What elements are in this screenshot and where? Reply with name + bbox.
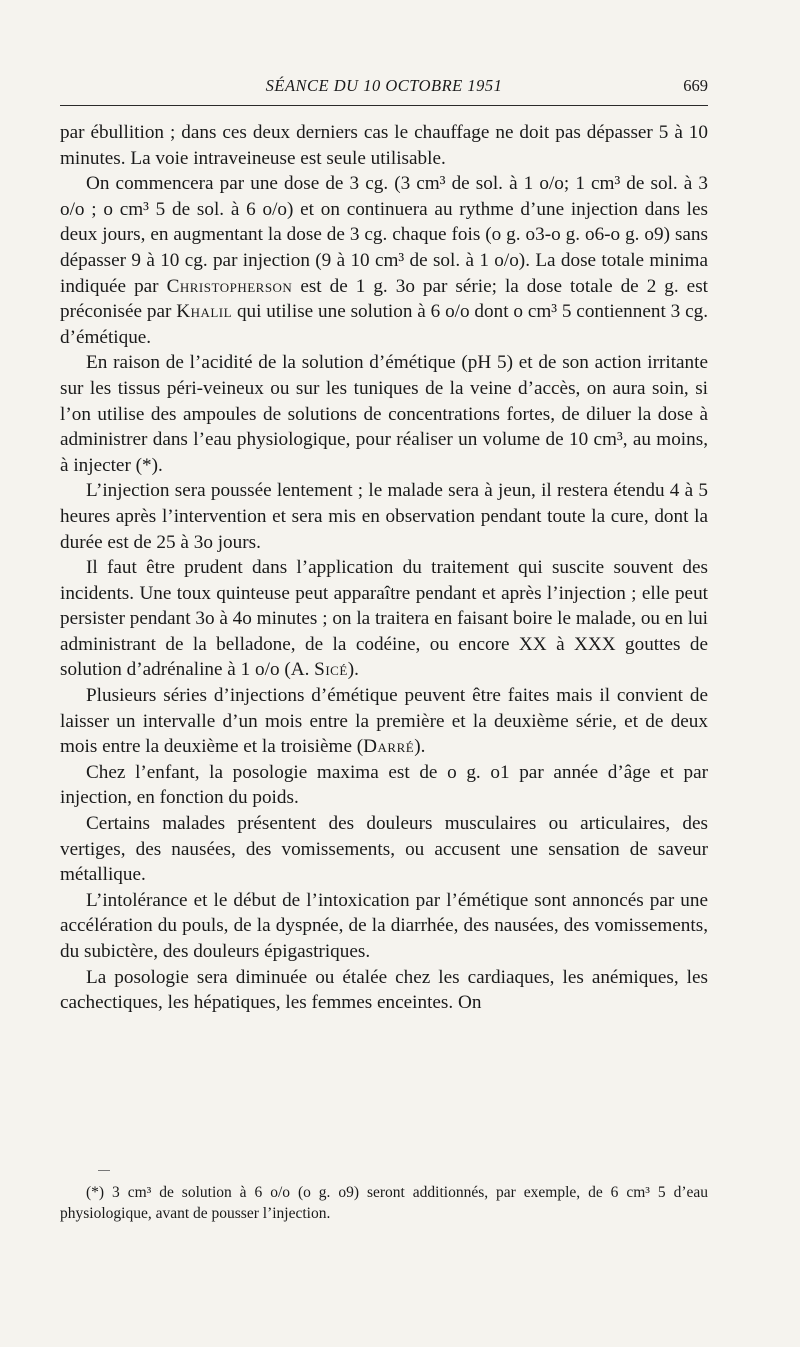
author-name: Khalil	[176, 301, 233, 323]
author-name: Christopherson	[166, 275, 293, 297]
paragraph	[60, 811, 708, 888]
text-run: Plusieurs séries d’injections d’émétique peuvent être faites mais il convient de laisser un intervalle d’un mois entre la première et la deuxième série, et de deux mois entre la deuxième et la troisième (	[60, 685, 708, 758]
paragraph	[60, 120, 708, 171]
text-run: L’intolérance et le début de l’intoxication par l’émétique sont annoncés par une accélération du pouls, de la dyspnée, de la diarrhée, des nausées, des vomissements, du subictère, des douleurs épigastriques.	[60, 889, 708, 962]
paragraph	[60, 760, 708, 811]
text-run: On commencera par une dose de 3 cg. (3 cm³ de sol. à 1 o/o; 1 cm³ de sol. à 3 o/o ; o cm³ 5 de sol. à 6 o/o) et on continuera au rythme d’une injection dans les deux jours, en augmentant la dose de 3 cg. chaque fois (o g. o3-o g. o6-o g. o9) sans dépasser 9 à 10 cg. par injection (9 à 10 cm³ de sol. à 1 o/o). La dose totale minima indiquée par	[60, 173, 708, 297]
header-title: SÉANCE DU 10 OCTOBRE 1951	[265, 76, 503, 95]
page-number: 669	[683, 76, 708, 95]
footnote	[60, 1182, 708, 1224]
author-name: Sicé	[314, 659, 348, 681]
text-run: ).	[347, 659, 359, 681]
paragraph	[60, 683, 708, 760]
paragraph	[60, 888, 708, 965]
footnote-text: (*) 3 cm³ de solution à 6 o/o (o g. o9) seront additionnés, par exemple, de 6 cm³ 5 d’eau physiologique, avant de pousser l’injection.	[60, 1184, 708, 1222]
paragraph	[60, 555, 708, 683]
paragraph	[60, 478, 708, 555]
running-header	[60, 74, 708, 100]
footnote-separator	[98, 1170, 110, 1171]
paragraph	[60, 350, 708, 478]
text-run: qui utilise une solution à 6 o/o dont o cm³ 5 contiennent 3 cg. d’émétique.	[60, 301, 708, 348]
text-run: En raison de l’acidité de la solution d’émétique (pH 5) et de son action irritante sur les tissus péri-veineux ou sur les tuniques de la veine d’accès, on aura soin, si l’on utilise des ampoules de solutions de concentrations fortes, de diluer la dose à administrer dans l’eau physiologique, pour réaliser un volume de 10 cm³, au moins, à injecter (*).	[60, 352, 708, 476]
paragraph	[60, 965, 708, 1016]
author-name: Darré	[363, 736, 415, 758]
paragraph	[60, 171, 708, 350]
text-run: Il faut être prudent dans l’application du traitement qui suscite souvent des incidents. Une toux quinteuse peut apparaître pendant et après l’injection ; elle peut persister pendant 3o à 4o minutes ; on la traitera en faisant boire le malade, ou en lui administrant de la belladone, de la codéine, ou encore XX à XXX gouttes de solution d’adrénaline à 1 o/o (A.	[60, 557, 708, 681]
text-run: ).	[414, 736, 426, 758]
header-rule	[60, 105, 708, 106]
text-run: Chez l’enfant, la posologie maxima est de o g. o1 par année d’âge et par injection, en fonction du poids.	[60, 761, 708, 809]
text-run: La posologie sera diminuée ou étalée chez les cardiaques, les anémiques, les cachectiques, les hépatiques, les femmes enceintes. On	[60, 966, 708, 1014]
body-text	[60, 120, 708, 1016]
text-run: par ébullition ; dans ces deux derniers cas le chauffage ne doit pas dépasser 5 à 10 minutes. La voie intraveineuse est seule utilisable.	[60, 122, 708, 169]
text-run: est de 1 g. 3o par série; la dose totale de 2 g. est préconisée par	[60, 275, 708, 323]
text-run: Certains malades présentent des douleurs musculaires ou articulaires, des vertiges, des nausées, des vomissements, ou accusent une sensation de saveur métallique.	[60, 813, 708, 886]
text-run: L’injection sera poussée lentement ; le malade sera à jeun, il restera étendu 4 à 5 heures après l’intervention et sera mis en observation pendant toute la cure, dont la durée est de 25 à 3o jours.	[60, 480, 708, 553]
